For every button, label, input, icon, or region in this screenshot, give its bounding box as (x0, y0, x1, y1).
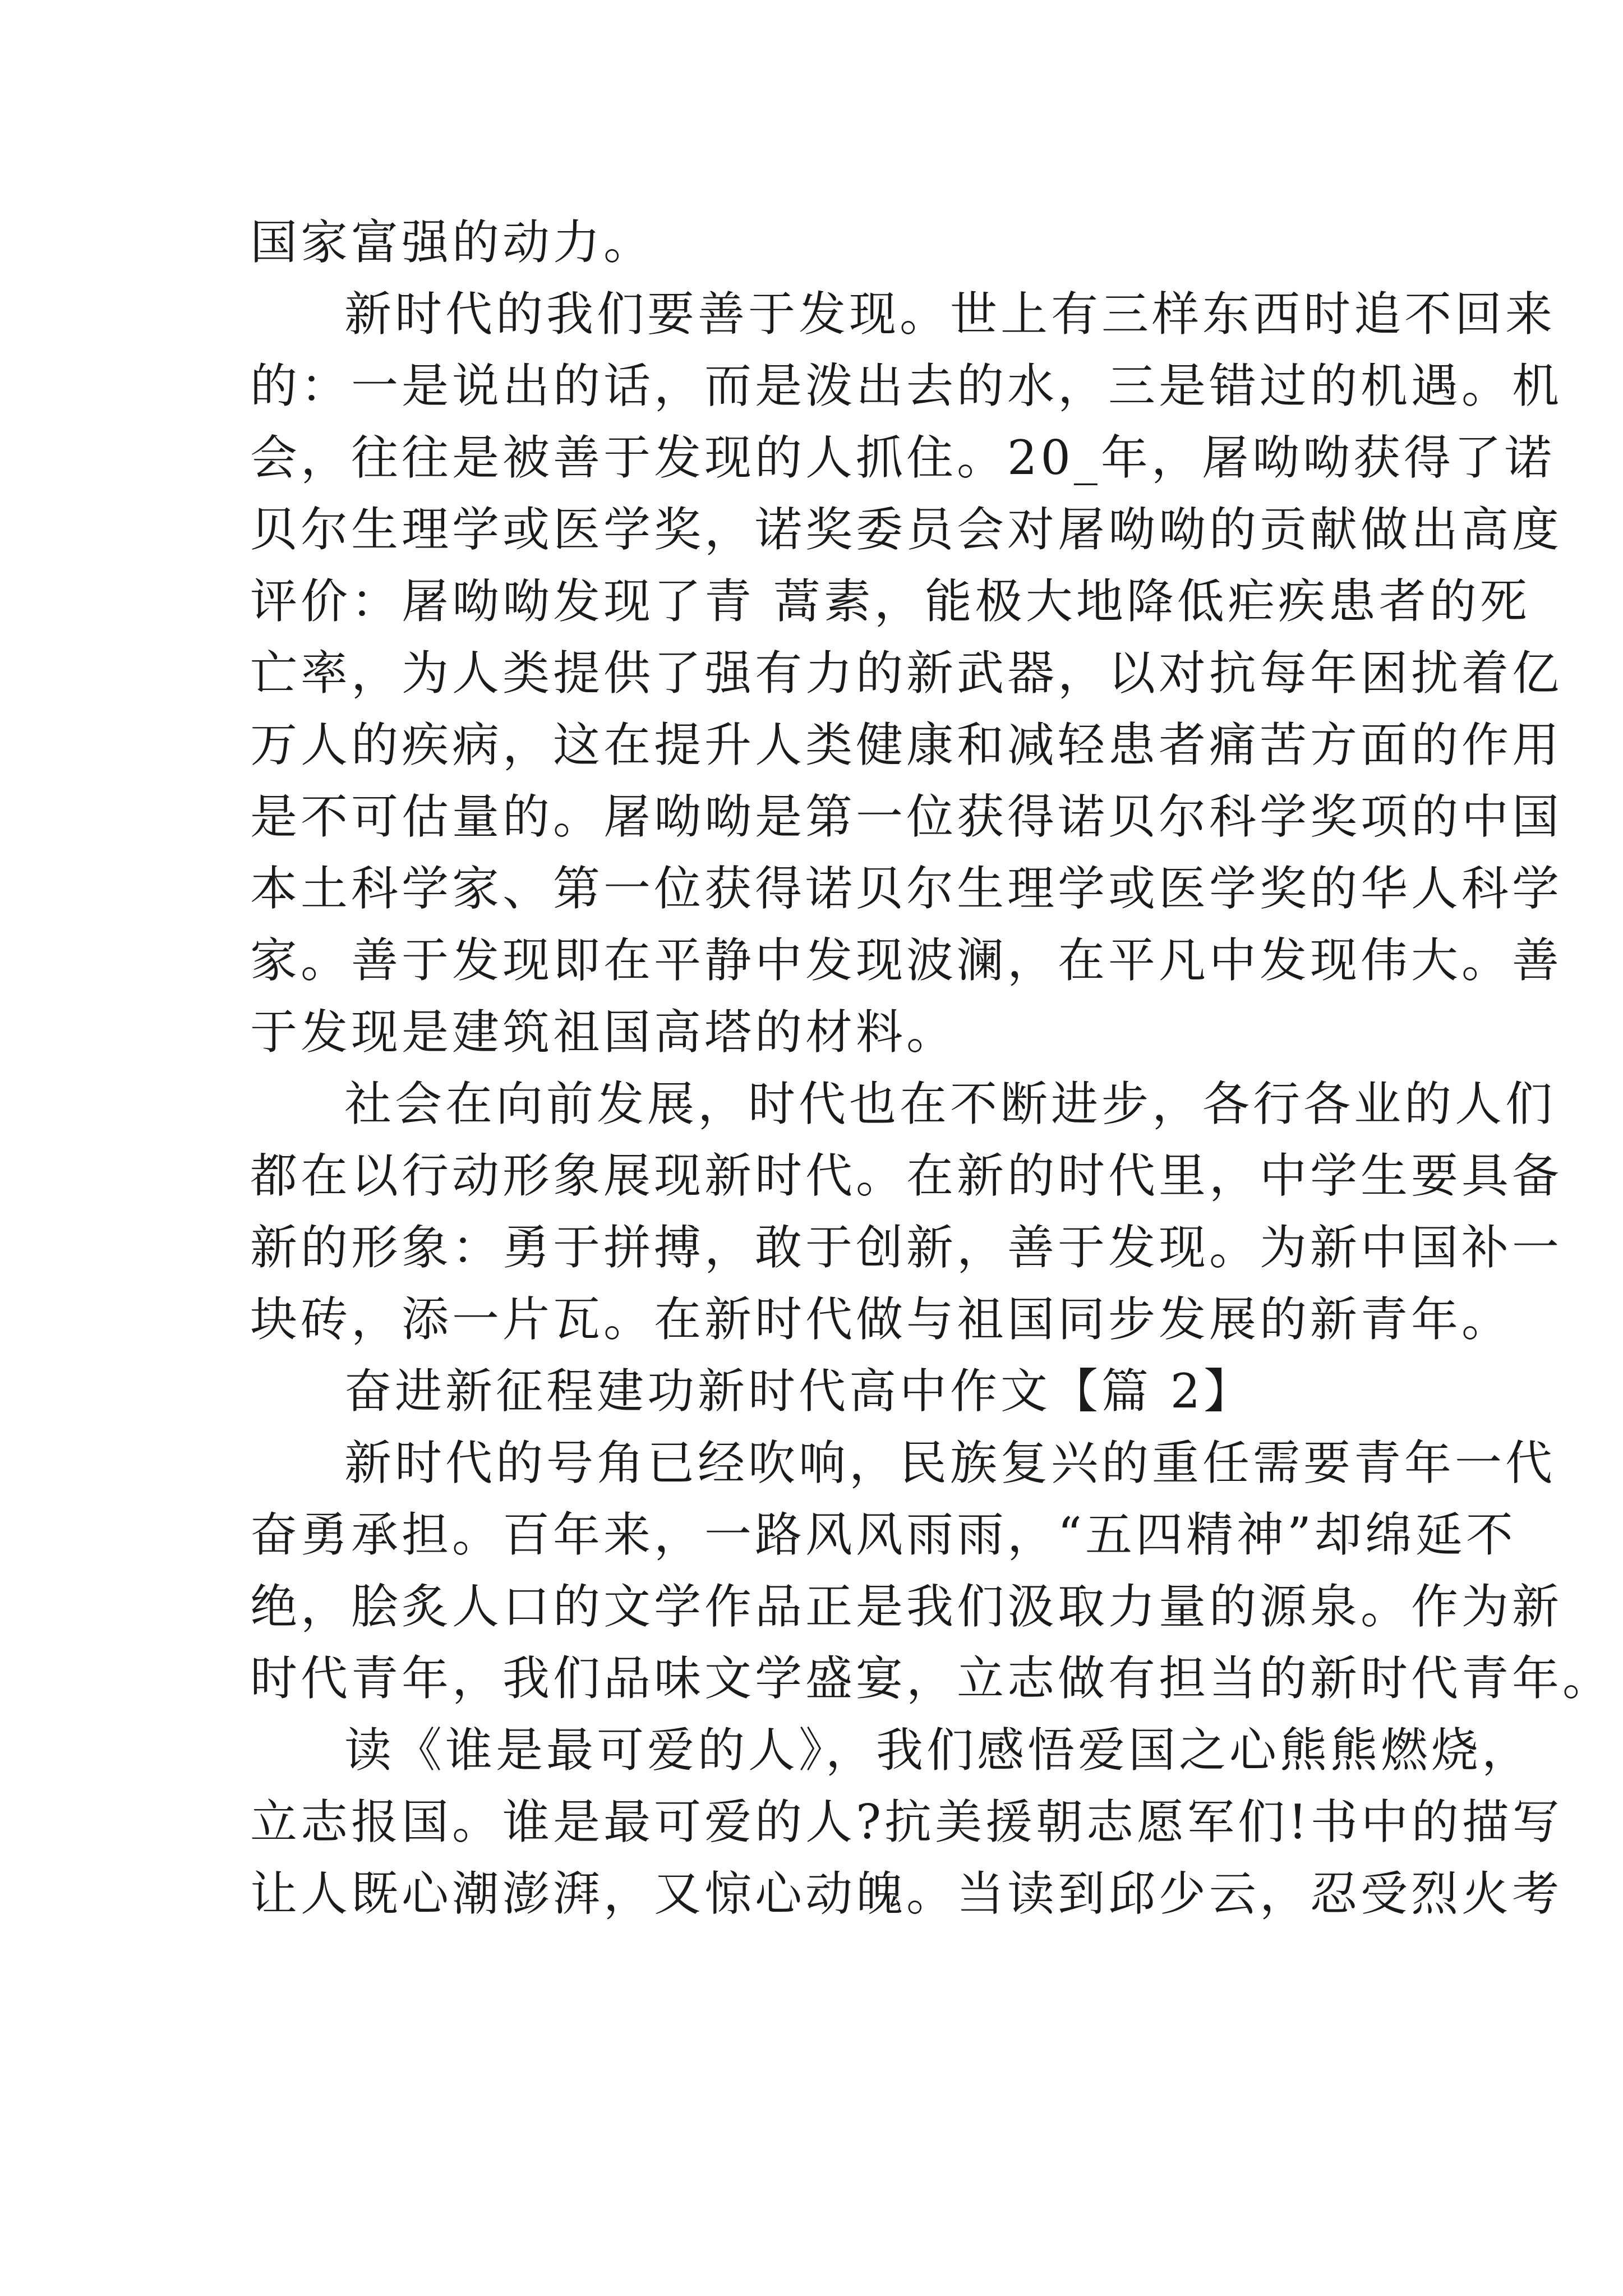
text-line-15: 新的形象：勇于拼搏，敢于创新，善于发现。为新中国补一 (250, 1220, 1563, 1275)
text-line-23: 立志报国。谁是最可爱的人?抗美援朝志愿军们!书中的描写 (250, 1795, 1563, 1849)
text-line-20: 绝，脍炙人口的文学作品正是我们汲取力量的源泉。作为新 (250, 1579, 1563, 1634)
text-line-9: 是不可估量的。屠呦呦是第一位获得诺贝尔科学奖项的中国 (250, 789, 1563, 844)
text-line-1: 国家富强的动力。 (250, 215, 654, 270)
body-text (250, 206, 1613, 1930)
text-line-22: 读《谁是最可爱的人》，我们感悟爱国之心熊熊燃烧， (344, 1723, 1533, 1778)
text-line-14: 都在以行动形象展现新时代。在新的时代里，中学生要具备 (250, 1148, 1563, 1203)
text-line-19: 奋勇承担。百年来，一路风风雨雨，“五四精神”却绵延不 (250, 1507, 1516, 1562)
text-line-3: 的：一是说出的话，而是泼出去的水，三是错过的机遇。机 (250, 358, 1563, 413)
text-line-18: 新时代的号角已经吹响，民族复兴的重任需要青年一代 (344, 1435, 1556, 1490)
text-line-16: 块砖，添一片瓦。在新时代做与祖国同步发展的新青年。 (250, 1292, 1513, 1347)
text-line-12: 于发现是建筑祖国高塔的材料。 (250, 1005, 957, 1060)
section-heading: 奋进新征程建功新时代高中作文【篇 2】 (344, 1364, 1255, 1419)
text-line-10: 本土科学家、第一位获得诺贝尔生理学或医学奖的华人科学 (250, 861, 1563, 916)
text-line-2: 新时代的我们要善于发现。世上有三样东西时追不回来 (344, 287, 1556, 342)
text-line-21: 时代青年，我们品味文学盛宴，立志做有担当的新时代青年。 (250, 1651, 1613, 1706)
text-line-4: 会，往往是被善于发现的人抓住。20_年，屠呦呦获得了诺 (250, 430, 1555, 485)
text-line-24: 让人既心潮澎湃，又惊心动魄。当读到邱少云，忍受烈火考 (250, 1866, 1563, 1921)
text-line-6: 评价：屠呦呦发现了青 蒿素，能极大地降低疟疾患者的死 (250, 574, 1530, 629)
text-line-13: 社会在向前发展，时代也在不断进步，各行各业的人们 (344, 1076, 1556, 1131)
text-line-7: 亡率，为人类提供了强有力的新武器，以对抗每年困扰着亿 (250, 646, 1563, 701)
text-line-8: 万人的疾病，这在提升人类健康和减轻患者痛苦方面的作用 (250, 717, 1563, 772)
text-line-11: 家。善于发现即在平静中发现波澜，在平凡中发现伟大。善 (250, 933, 1563, 988)
text-line-5: 贝尔生理学或医学奖，诺奖委员会对屠呦呦的贡献做出高度 (250, 502, 1563, 557)
